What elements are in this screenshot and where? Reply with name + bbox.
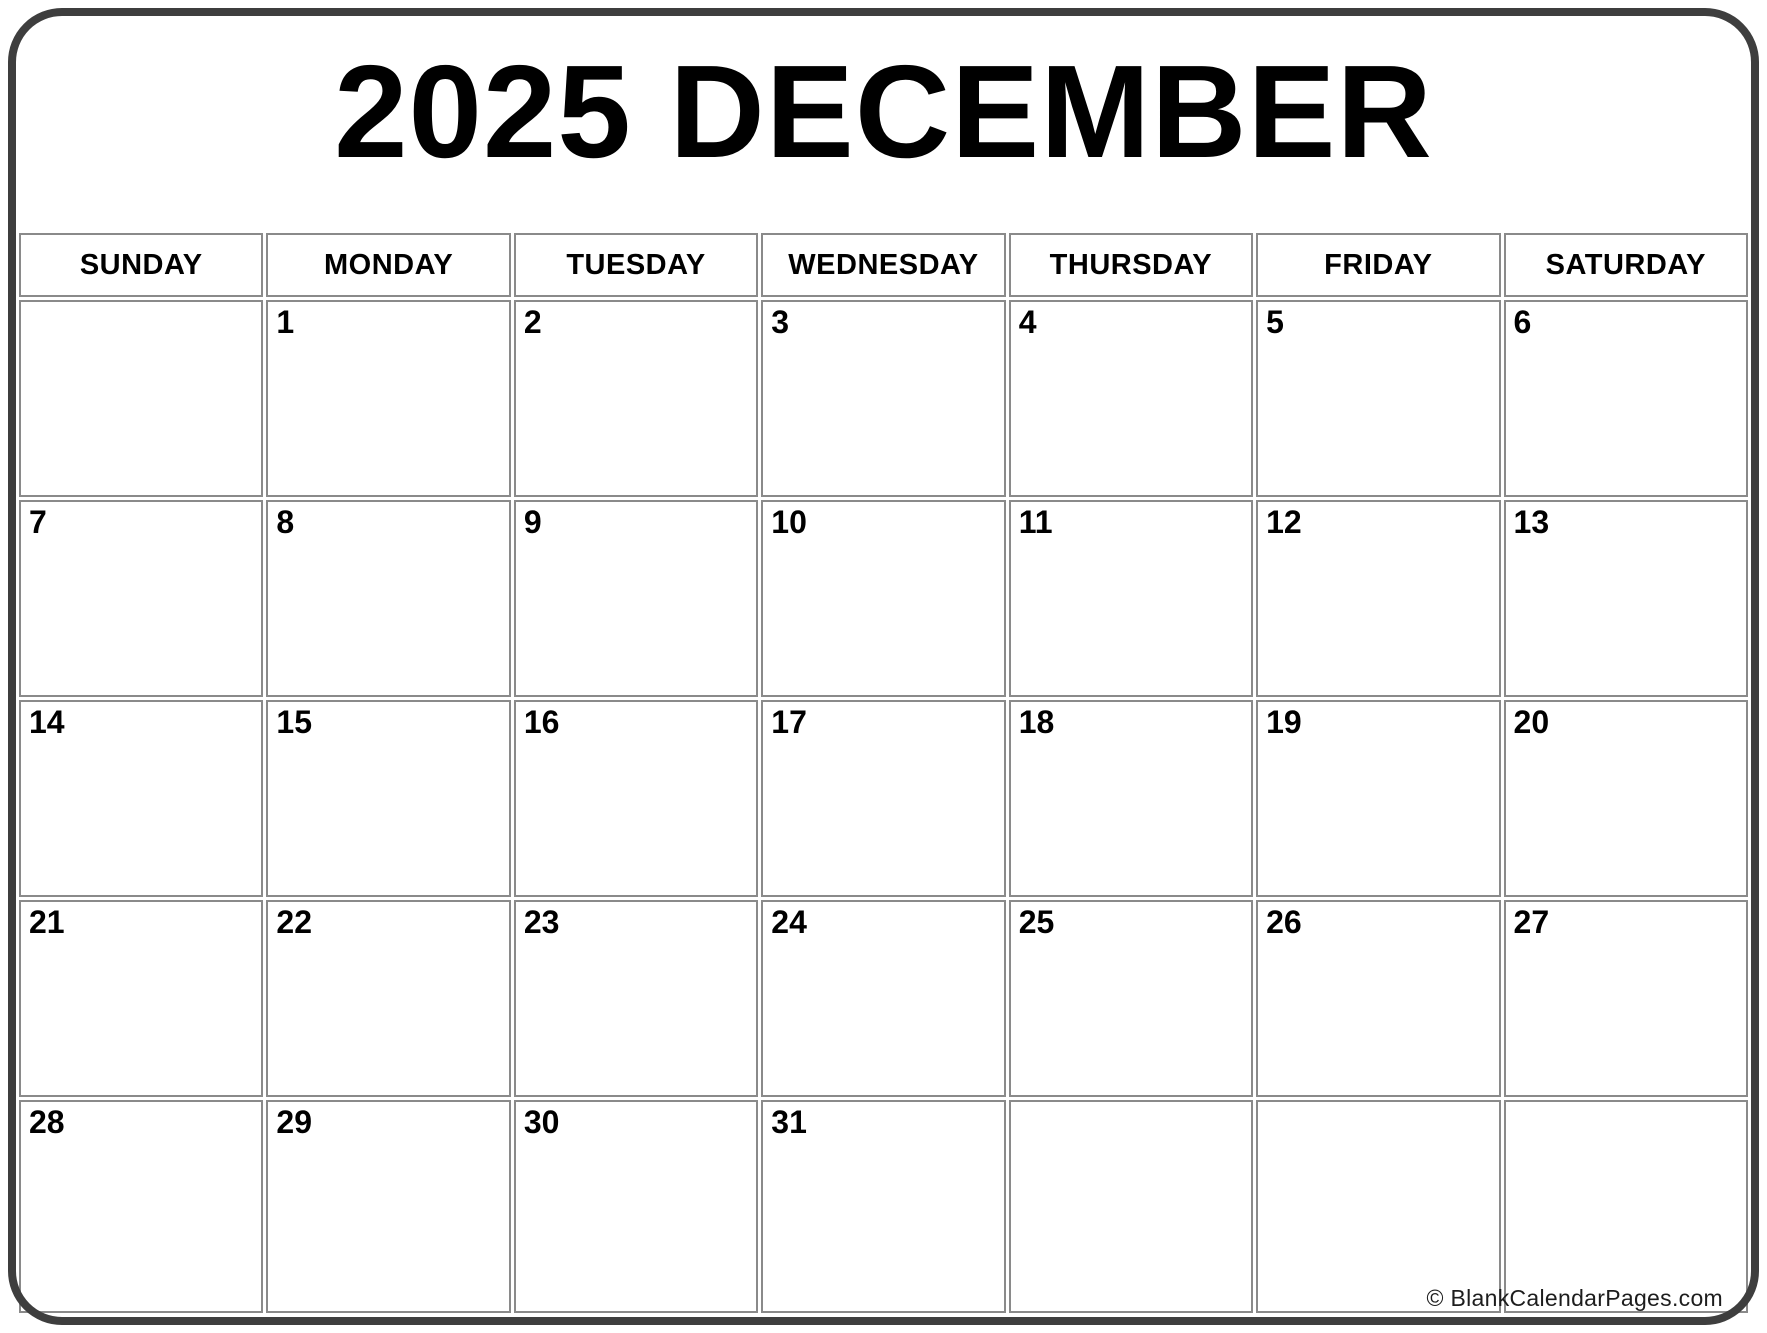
date-cell xyxy=(266,900,510,1097)
date-number: 31 xyxy=(771,1104,807,1140)
date-cell xyxy=(1256,300,1500,497)
date-number: 15 xyxy=(276,704,313,740)
page-title: 2025 DECEMBER xyxy=(334,38,1433,185)
date-cell xyxy=(1009,1100,1253,1313)
date-number: 25 xyxy=(1018,904,1055,940)
date-number: 10 xyxy=(771,504,807,540)
date-cell xyxy=(514,700,758,897)
date-number: 17 xyxy=(771,704,807,740)
date-number: 7 xyxy=(29,504,47,540)
date-number: 5 xyxy=(1266,304,1284,340)
date-number: 8 xyxy=(276,504,295,540)
date-number: 21 xyxy=(29,904,65,940)
date-cell xyxy=(266,1100,510,1313)
date-cell xyxy=(761,1100,1005,1313)
date-number: 11 xyxy=(1018,504,1053,540)
date-number: 30 xyxy=(523,1104,560,1140)
date-number: 19 xyxy=(1266,704,1302,740)
date-cell xyxy=(514,500,758,697)
date-cell xyxy=(1256,1100,1500,1313)
date-cell xyxy=(1504,300,1748,497)
date-cell xyxy=(761,300,1005,497)
week-row-4 xyxy=(19,900,1748,1097)
date-number: 26 xyxy=(1266,904,1302,940)
date-number: 27 xyxy=(1513,904,1550,940)
week-row-3 xyxy=(19,700,1748,897)
calendar-grid xyxy=(16,230,1751,1316)
date-number: 23 xyxy=(523,904,560,940)
day-header-row xyxy=(19,233,1748,297)
date-cell xyxy=(1009,900,1253,1097)
date-cell xyxy=(1504,900,1748,1097)
date-cell xyxy=(19,500,263,697)
watermark-text: © BlankCalendarPages.com xyxy=(1426,1285,1723,1311)
day-header-sunday: SUNDAY xyxy=(19,233,263,297)
date-cell xyxy=(761,500,1005,697)
day-header-tuesday: TUESDAY xyxy=(514,233,758,297)
date-cell xyxy=(1256,700,1500,897)
date-number: 4 xyxy=(1018,304,1037,340)
date-number: 16 xyxy=(523,704,560,740)
day-header-wednesday: WEDNESDAY xyxy=(761,233,1005,297)
date-number: 29 xyxy=(276,1104,313,1140)
date-number: 18 xyxy=(1018,704,1055,740)
date-cell xyxy=(266,500,510,697)
date-number: 14 xyxy=(29,704,65,740)
date-cell xyxy=(1009,300,1253,497)
date-cell xyxy=(19,900,263,1097)
date-number: 24 xyxy=(771,904,807,940)
day-header-friday: FRIDAY xyxy=(1256,233,1500,297)
week-row-5 xyxy=(19,1100,1748,1313)
date-cell xyxy=(19,300,263,497)
day-header-saturday: SATURDAY xyxy=(1504,233,1748,297)
date-number: 1 xyxy=(276,304,295,340)
date-cell xyxy=(514,900,758,1097)
day-header-thursday: THURSDAY xyxy=(1009,233,1253,297)
date-cell xyxy=(761,700,1005,897)
date-cell xyxy=(1009,500,1253,697)
date-cell xyxy=(1009,700,1253,897)
date-number: 28 xyxy=(29,1104,65,1140)
date-cell xyxy=(1504,1100,1748,1313)
date-number: 2 xyxy=(523,304,542,340)
date-number: 3 xyxy=(771,304,790,340)
date-number: 12 xyxy=(1266,504,1302,540)
date-number: 22 xyxy=(276,904,313,940)
date-cell xyxy=(1256,900,1500,1097)
week-row-2 xyxy=(19,500,1748,697)
date-cell xyxy=(1256,500,1500,697)
date-cell xyxy=(514,300,758,497)
date-number: 6 xyxy=(1513,304,1532,340)
date-cell xyxy=(761,900,1005,1097)
date-number: 13 xyxy=(1513,504,1550,540)
date-cell xyxy=(266,700,510,897)
date-number: 20 xyxy=(1513,704,1550,740)
date-cell xyxy=(1504,500,1748,697)
date-cell xyxy=(514,1100,758,1313)
date-cell xyxy=(19,1100,263,1313)
day-header-monday: MONDAY xyxy=(266,233,510,297)
date-cell xyxy=(266,300,510,497)
week-row-1 xyxy=(19,300,1748,497)
date-number: 9 xyxy=(523,504,542,540)
date-cell xyxy=(1504,700,1748,897)
date-cell xyxy=(19,700,263,897)
